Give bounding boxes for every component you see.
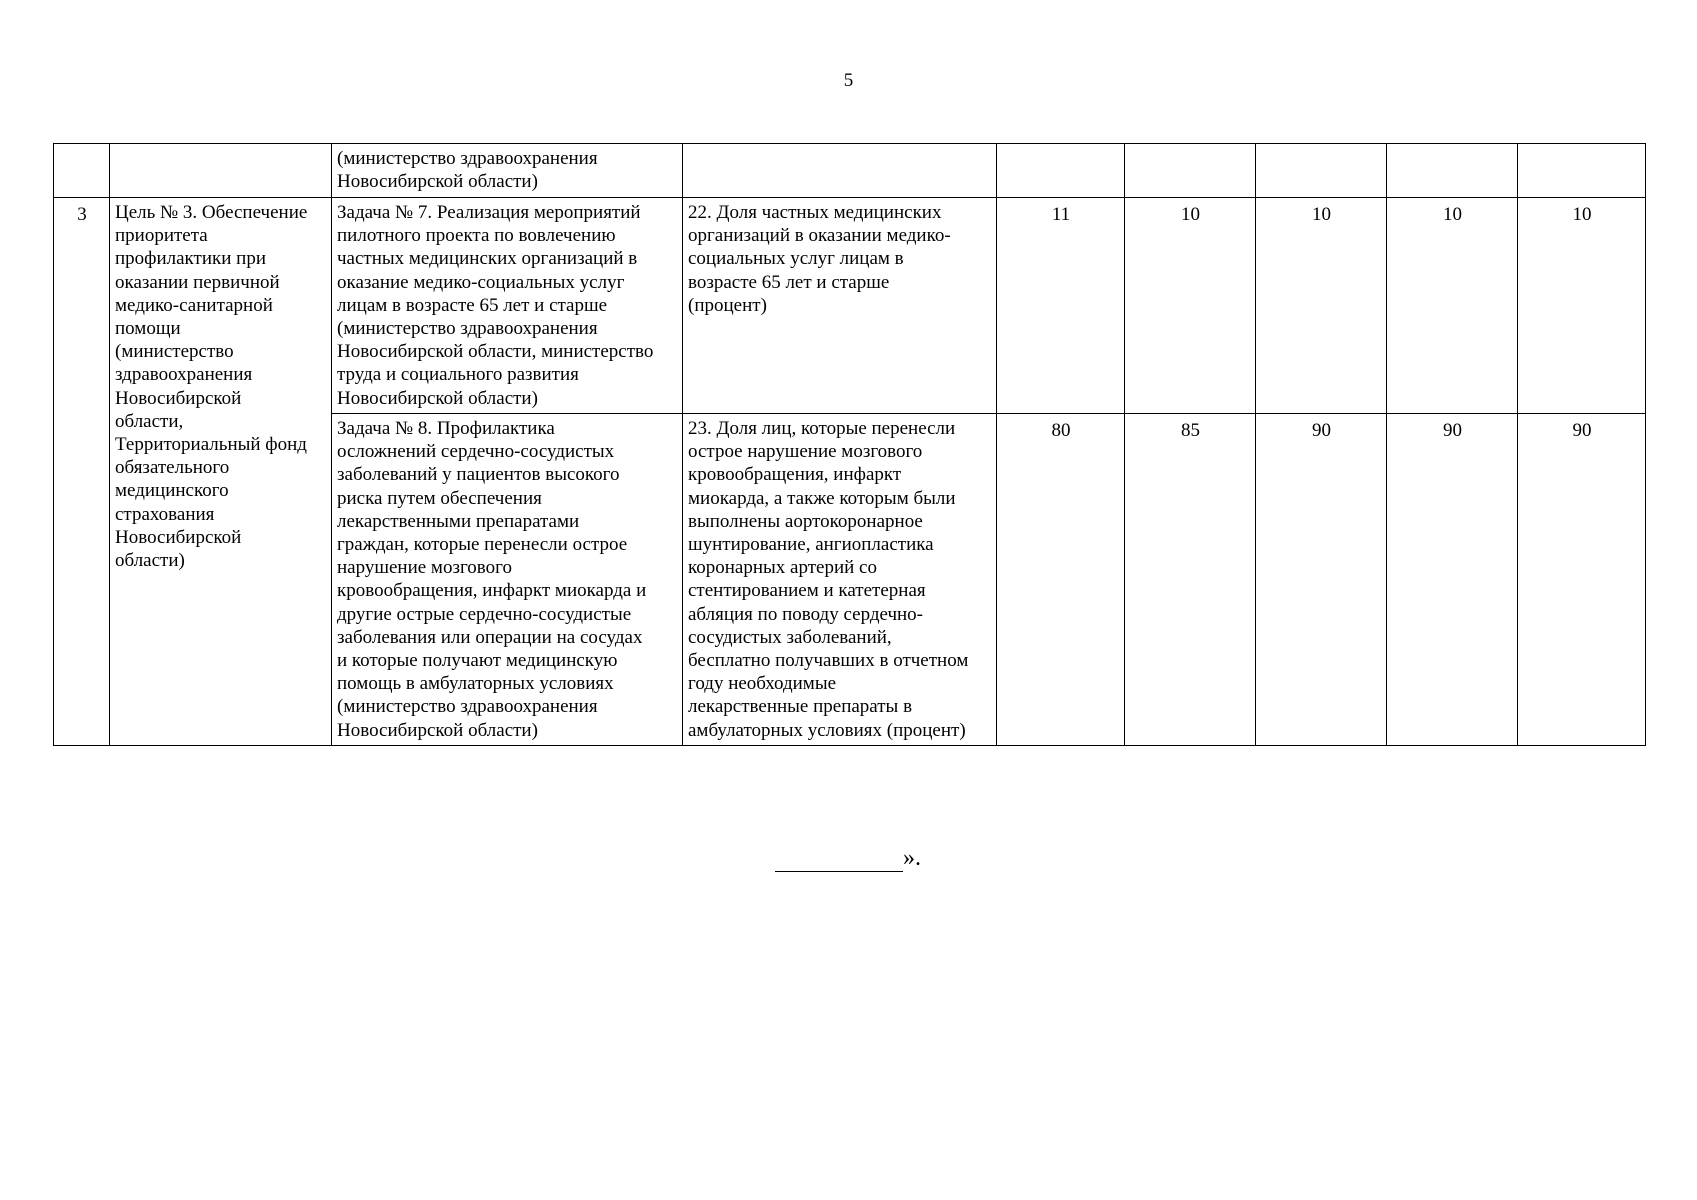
closing-rule	[775, 847, 903, 872]
goal-line: медицинского	[115, 480, 229, 502]
indicator-line: 23. Доля лиц, которые перенесли	[688, 418, 956, 439]
index-cell	[54, 144, 110, 198]
value-cell: 90	[1256, 414, 1387, 746]
indicator-line: шунтирование, ангиопластика	[688, 534, 934, 556]
indicator-line: амбулаторных условиях (процент)	[688, 719, 966, 741]
value-cell: 80	[997, 414, 1125, 746]
indicator-line: году необходимые	[688, 673, 837, 695]
value-cell: 90	[1518, 414, 1646, 746]
indicators-table	[53, 143, 1646, 746]
indicator-line: стентированием и катетерная	[688, 580, 926, 602]
indicator-line: бесплатно получавших в отчетном	[688, 650, 969, 672]
task-cell	[332, 144, 683, 198]
task-line: лицам в возрасте 65 лет и старше	[337, 294, 608, 316]
task-line: Новосибирской области)	[337, 719, 538, 741]
indicator-line: коронарных артерий со	[688, 557, 877, 579]
task-line: Новосибирской области)	[337, 171, 538, 193]
value-cell: 10	[1518, 198, 1646, 414]
value-cell: 10	[1387, 198, 1518, 414]
goal-cell	[110, 198, 332, 746]
goal-line: медико-санитарной	[115, 294, 273, 316]
goal-line: помощи	[115, 318, 181, 340]
task-line: риска путем обеспечения	[337, 487, 542, 509]
value-cell	[1387, 144, 1518, 198]
task-line: Задача № 8. Профилактика	[337, 418, 555, 439]
indicator-line: острое нарушение мозгового	[688, 441, 923, 463]
value-cell: 11	[997, 198, 1125, 414]
task-cell	[332, 198, 683, 414]
task-line: и которые получают медицинскую	[337, 650, 618, 672]
indicator-line: абляция по поводу сердечно-	[688, 603, 923, 625]
task-line: нарушение мозгового	[337, 557, 512, 579]
goal-line: профилактики при	[115, 248, 266, 270]
indicator-line: миокарда, а также которым были	[688, 487, 956, 509]
goal-line: приоритета	[115, 225, 208, 247]
goal-line: страхования	[115, 503, 215, 525]
goal-line: области)	[115, 550, 185, 572]
indicator-line: кровообращения, инфаркт	[688, 464, 902, 486]
indicator-cell	[683, 198, 997, 414]
closing-mark	[775, 844, 921, 872]
closing-quote: ».	[903, 845, 921, 871]
indicator-cell	[683, 144, 997, 198]
task-line: частных медицинских организаций в	[337, 248, 638, 270]
task-line: осложнений сердечно-сосудистых	[337, 441, 615, 463]
task-line: оказание медико-социальных услуг	[337, 271, 625, 293]
task-line: (министерство здравоохранения	[337, 318, 598, 340]
goal-line: здравоохранения	[115, 364, 253, 386]
indicator-line: (процент)	[688, 294, 767, 316]
goal-line: Новосибирской	[115, 387, 242, 409]
task-line: (министерство здравоохранения	[337, 148, 598, 169]
indicator-cell	[683, 414, 997, 746]
task-cell	[332, 414, 683, 746]
table-row	[54, 198, 1646, 414]
value-cell	[1125, 144, 1256, 198]
task-line: кровообращения, инфаркт миокарда и	[337, 580, 647, 602]
task-line: Новосибирской области, министерство	[337, 341, 654, 363]
task-line: Новосибирской области)	[337, 387, 538, 409]
goal-line: Цель № 3. Обеспечение	[115, 202, 308, 223]
indicator-line: возрасте 65 лет и старше	[688, 271, 890, 293]
goal-line: Территориальный фонд	[115, 434, 307, 456]
indicator-line: социальных услуг лицам в	[688, 248, 904, 270]
task-line: Задача № 7. Реализация мероприятий	[337, 202, 641, 223]
goal-cell	[110, 144, 332, 198]
value-cell: 10	[1256, 198, 1387, 414]
task-line: лекарственными препаратами	[337, 510, 580, 532]
task-line: пилотного проекта по вовлечению	[337, 225, 616, 247]
indicator-line: организаций в оказании медико-	[688, 225, 951, 247]
indicator-line: лекарственные препараты в	[688, 696, 913, 718]
value-cell: 85	[1125, 414, 1256, 746]
goal-line: Новосибирской	[115, 526, 242, 548]
indicator-line: 22. Доля частных медицинских	[688, 202, 942, 223]
value-cell: 10	[1125, 198, 1256, 414]
task-line: (министерство здравоохранения	[337, 696, 598, 718]
goal-line: оказании первичной	[115, 271, 280, 293]
table-row	[54, 144, 1646, 198]
task-line: другие острые сердечно-сосудистые	[337, 603, 632, 625]
index-cell: 3	[54, 198, 110, 746]
task-line: труда и социального развития	[337, 364, 579, 386]
value-cell	[997, 144, 1125, 198]
value-cell: 90	[1387, 414, 1518, 746]
task-line: заболевания или операции на сосудах	[337, 626, 643, 648]
page-number: 5	[843, 70, 854, 91]
task-line: заболеваний у пациентов высокого	[337, 464, 620, 486]
goal-line: (министерство	[115, 341, 234, 363]
value-cell	[1256, 144, 1387, 198]
task-line: помощь в амбулаторных условиях	[337, 673, 614, 695]
value-cell	[1518, 144, 1646, 198]
task-line: граждан, которые перенесли острое	[337, 534, 628, 556]
goal-line: области,	[115, 410, 184, 432]
indicator-line: сосудистых заболеваний,	[688, 626, 892, 648]
goal-line: обязательного	[115, 457, 230, 479]
indicator-line: выполнены аортокоронарное	[688, 510, 923, 532]
